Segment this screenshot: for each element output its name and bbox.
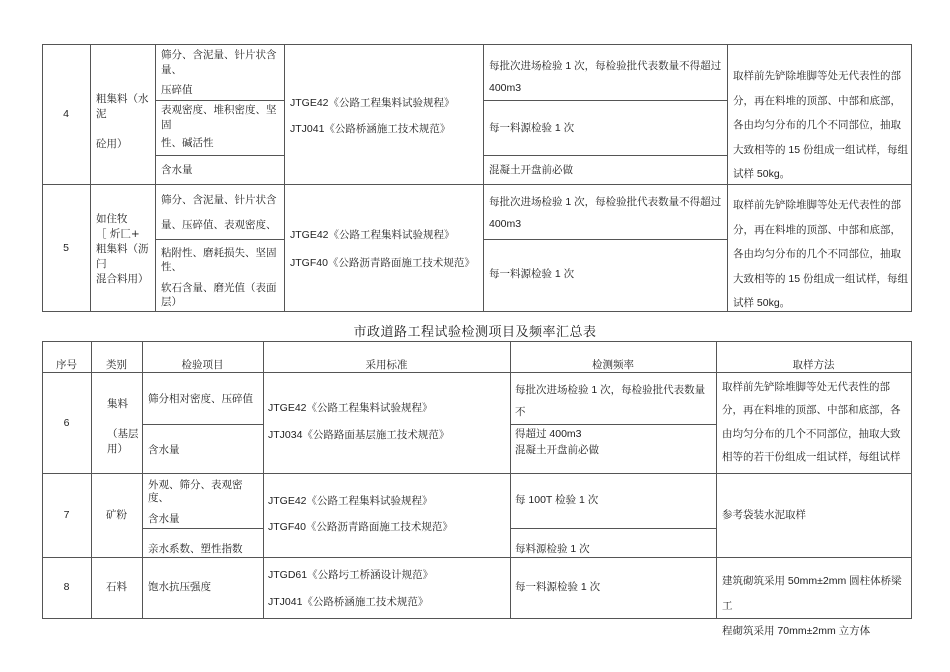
page-title: 市政道路工程试验检测项目及频率汇总表	[353, 325, 597, 340]
row-7-frequency-2: 每料源检验 1 次	[515, 543, 590, 555]
row-8-no: 8	[63, 581, 70, 593]
row-6-category: 集料 （基层 用）	[107, 398, 139, 455]
row-5-item-2: 量、压碎值、表观密度、	[161, 219, 277, 231]
row-4-standard-2: JTJ041《公路桥涵施工技术规范》	[290, 123, 451, 135]
row-4-item-4: 性、碱活性	[161, 137, 214, 149]
row-6-item-1: 筛分相对密度、压碎值	[148, 393, 253, 405]
row-7-sampling: 参考袋装水泥取样	[722, 509, 806, 521]
row-6-no: 6	[63, 417, 70, 429]
row-4-item-5: 含水量	[161, 164, 193, 176]
row-4-frequency-3: 混凝土开盘前必做	[489, 164, 573, 176]
row-7-category: 矿粉	[106, 509, 127, 521]
row-5-item-6: 层）	[161, 296, 182, 308]
row-4-frequency-1: 每批次进场检验 1 次，每检验批代表数量不得超过 400m3	[489, 60, 722, 94]
row-7-frequency-1: 每 100T 检验 1 次	[515, 494, 599, 506]
row-8-category: 石料	[106, 581, 127, 593]
header-standard: 采用标准	[365, 359, 408, 371]
row-6-standard-2: JTJ034《公路路面基层施工技术规范》	[268, 429, 450, 441]
row-4-item-2: 压碎值	[161, 84, 193, 96]
row-7-standard-1: JTGE42《公路工程集料试验规程》	[268, 495, 433, 507]
row-5-frequency-2: 每一料源检验 1 次	[489, 268, 575, 280]
header-no: 序号	[56, 359, 77, 371]
row-4-standard-1: JTGE42《公路工程集料试验规程》	[290, 97, 455, 109]
row-5-standard-2: JTGF40《公路沥青路面施工技术规范》	[290, 257, 475, 269]
row-7-standard-2: JTGF40《公路沥青路面施工技术规范》	[268, 521, 453, 533]
row-8-standard-1: JTGD61《公路圬工桥涵设计规范》	[268, 569, 434, 581]
row-6-item-2: 含水量	[148, 444, 180, 456]
row-8-sampling: 建筑砌筑采用 50mm±2mm 圆柱体桥梁工 程砌筑采用 70mm±2mm 立方体	[722, 575, 902, 637]
row-4-frequency-2: 每一料源检验 1 次	[489, 122, 575, 134]
row-6-frequency-2: 混凝土开盘前必做	[515, 444, 599, 456]
row-5-category: 如住牧 ［ 炘匚+ 粗集料（沥 闩 混合料用）	[96, 213, 149, 285]
row-8-frequency-1: 每一料源检验 1 次	[515, 581, 601, 593]
header-frequency: 检测频率	[592, 359, 634, 371]
row-4-no: 4	[63, 108, 69, 120]
header-sampling: 取样方法	[792, 359, 835, 371]
row-5-item-4: 性、	[161, 261, 182, 273]
row-7-item-1: 外观、筛分、表观密	[148, 479, 243, 491]
header-items: 检验项目	[181, 359, 224, 371]
row-7-item-3: 含水量	[148, 513, 180, 525]
row-8-item-1: 饱水抗压强度	[148, 581, 211, 593]
row-5-sampling: 取样前先铲除堆脚等处无代表性的部 分，再在料堆的顶部、中部和底部， 各由均匀分布的几个不同部位，抽取 大致相等的 15 份组成一组试样，每组 试样 50kg。	[733, 199, 909, 309]
row-8-standard-2: JTJ041《公路桥涵施工技术规范》	[268, 596, 429, 608]
row-6-frequency-1: 每批次进场检验 1 次，每检验批代表数量不 得超过 400m3	[515, 384, 706, 440]
row-6-standard-1: JTGE42《公路工程集料试验规程》	[268, 402, 433, 414]
row-5-no: 5	[63, 242, 69, 254]
row-5-item-1: 筛分、含泥量、针片状含	[161, 194, 277, 206]
header-category: 类别	[106, 359, 127, 371]
row-5-standard-1: JTGE42《公路工程集料试验规程》	[290, 229, 455, 241]
row-5-item-5: 软石含量、磨光值（表面	[161, 282, 277, 294]
row-7-no: 7	[63, 509, 70, 521]
row-4-sampling: 取样前先铲除堆脚等处无代表性的部 分，再在料堆的顶部、中部和底部， 各由均匀分布的几个不同部位，抽取 大致相等的 15 份组成一组试样，每组 试样 50kg。	[733, 70, 909, 180]
row-7-item-4: 亲水系数、塑性指数	[148, 543, 243, 555]
row-5-item-3: 粘附性、磨耗损失、坚固	[161, 247, 277, 259]
row-4-item-3: 表观密度、堆积密度、坚固	[161, 104, 277, 131]
row-7-item-2: 度、	[148, 492, 169, 504]
row-6-sampling: 取样前先铲除堆脚等处无代表性的部 分，再在料堆的顶部、中部和底部，各 由均匀分布的几个不同部位，抽取大致 相等的若干份组成一组试样，每组试样	[722, 381, 901, 463]
row-5-frequency-1: 每批次进场检验 1 次，每检验批代表数量不得超过 400m3	[489, 196, 722, 230]
row-4-item-1: 筛分、含泥量、针片状含量、	[161, 49, 277, 76]
row-4-category: 粗集料（水泥 砼用）	[96, 93, 149, 150]
